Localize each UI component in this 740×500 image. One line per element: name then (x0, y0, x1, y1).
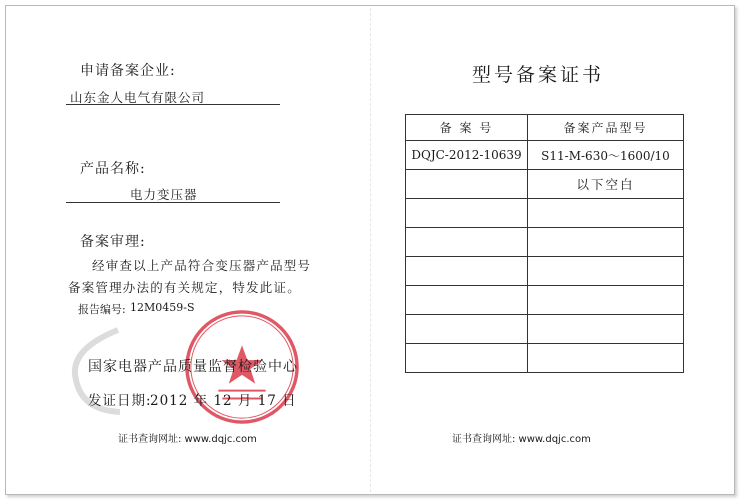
applicant-label: 申请备案企业: (80, 63, 176, 79)
product-model-cell (528, 199, 684, 228)
left-footer-url: 证书查询网址: www.dqjc.com (118, 434, 257, 445)
table-row (406, 257, 684, 286)
blank-below-note: 以下空白 (528, 170, 684, 199)
product-model-cell (528, 286, 684, 315)
issue-date-label: 发证日期: (88, 393, 152, 409)
table-row (406, 315, 684, 344)
table-row (406, 286, 684, 315)
issue-date: 2012 年 12 月 17 日 (150, 393, 297, 409)
registration-table (405, 114, 684, 373)
report-no: 12M0459-S (130, 301, 195, 314)
header-product-model: 备案产品型号 (528, 115, 684, 141)
registration-no-cell (406, 199, 528, 228)
certificate-title: 型号备案证书 (472, 64, 605, 86)
applicant-underline (66, 104, 280, 105)
table-row (406, 170, 684, 199)
product-model-cell (528, 344, 684, 373)
table-header-row (406, 115, 684, 141)
registration-no-cell (406, 228, 528, 257)
registration-no-cell (406, 344, 528, 373)
page-fold (370, 8, 371, 492)
header-registration-no: 备 案 号 (406, 115, 528, 141)
product-model-cell (528, 228, 684, 257)
right-footer-url: 证书查询网址: www.dqjc.com (452, 434, 591, 445)
product-value: 电力变压器 (130, 187, 198, 202)
product-model-cell (528, 257, 684, 286)
review-text-line-2: 备案管理办法的有关规定，特发此证。 (68, 280, 301, 295)
registration-no-cell (406, 170, 528, 199)
product-model-cell (528, 315, 684, 344)
product-underline (66, 202, 280, 203)
review-label: 备案审理: (80, 234, 146, 250)
issuing-authority: 国家电器产品质量监督检验中心 (88, 359, 298, 375)
product-model-cell: S11-M-630～1600/10 (528, 141, 684, 170)
applicant-value: 山东金人电气有限公司 (70, 90, 206, 105)
table-row (406, 199, 684, 228)
product-label: 产品名称: (80, 161, 146, 177)
report-no-label: 报告编号: (78, 303, 126, 316)
table-row (406, 141, 684, 170)
table-row (406, 344, 684, 373)
registration-no-cell (406, 257, 528, 286)
table-row (406, 228, 684, 257)
review-text-line-1: 经审查以上产品符合变压器产品型号 (92, 258, 312, 273)
registration-no-cell (406, 286, 528, 315)
registration-no-cell (406, 315, 528, 344)
registration-no-cell: DQJC-2012-10639 (406, 141, 528, 170)
